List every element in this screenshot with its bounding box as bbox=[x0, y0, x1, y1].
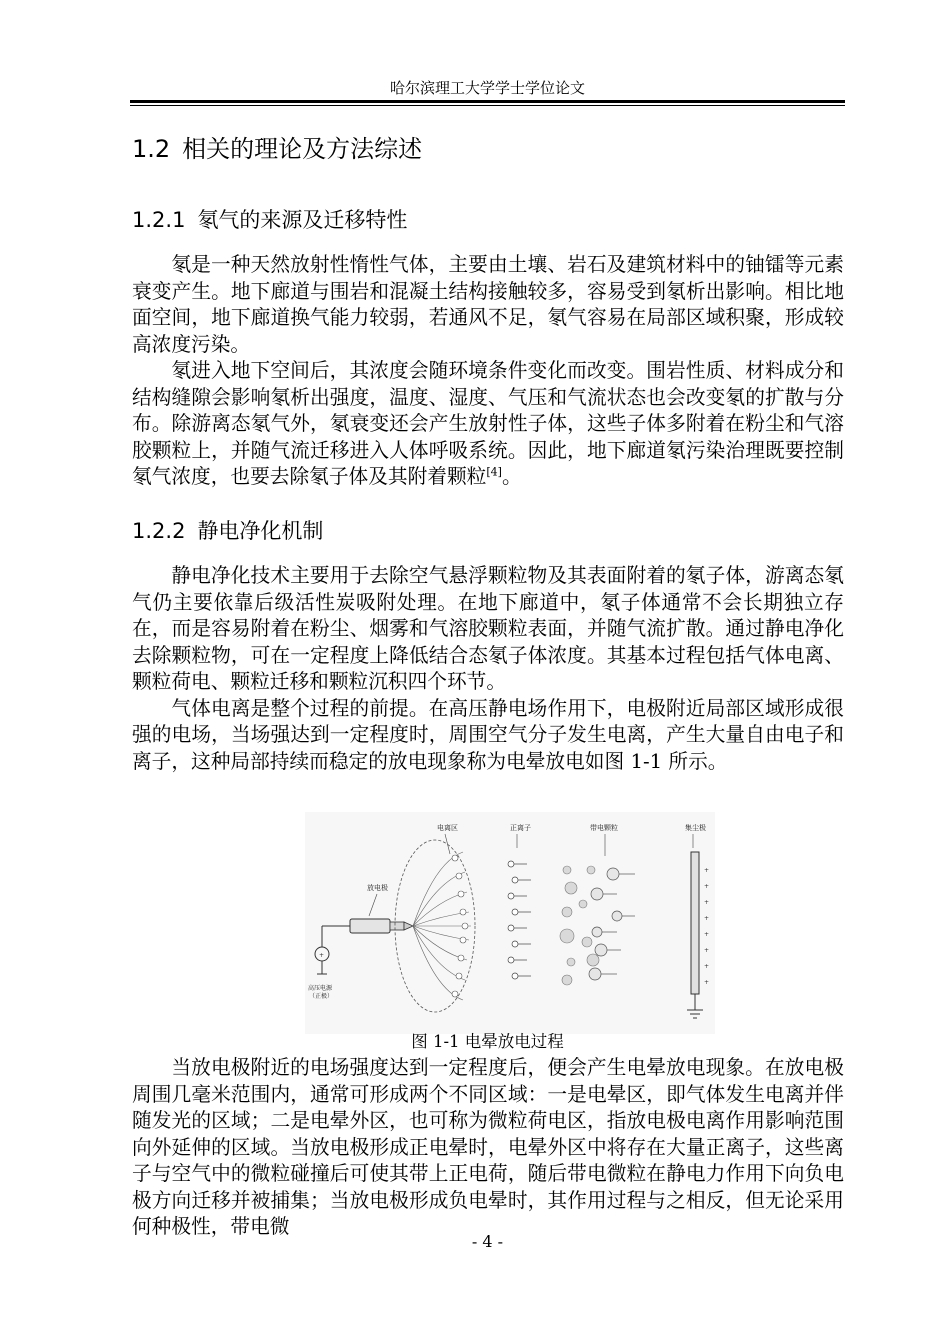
header-rule-thick bbox=[130, 100, 845, 103]
subsection-title: 氡气的来源及迁移特性 bbox=[197, 208, 408, 232]
citation-ref: [4] bbox=[486, 465, 502, 479]
svg-text:+: + bbox=[704, 899, 710, 906]
subsection1-body bbox=[132, 252, 844, 491]
subsection-heading-1 bbox=[132, 205, 407, 235]
figure-caption: 图 1-1 电晕放电过程 bbox=[411, 1032, 564, 1051]
paragraph: 静电净化技术主要用于去除空气悬浮颗粒物及其表面附着的氡子体，游离态氡气仍主要依靠后级活性炭吸附处理。在地下廊道中，氡子体通常不会长期独立存在，而是容易附着在粉尘、烟雾和气溶胶颗粒表面，并随气流扩散。通过静电净化去除颗粒物，可在一定程度上降低结合态氡子体浓度。其基本过程包括气体电离、颗粒荷电、颗粒迁移和颗粒沉积四个环节。 bbox=[132, 564, 844, 693]
subsection-number: 1.2.1 bbox=[132, 208, 186, 232]
subsection-number: 1.2.2 bbox=[132, 519, 186, 543]
paragraph-end: 。 bbox=[501, 465, 522, 488]
label-positive-ions: 正离子 bbox=[510, 824, 531, 832]
section-heading bbox=[132, 132, 422, 166]
svg-text:+: + bbox=[704, 867, 710, 874]
corona-diagram bbox=[305, 812, 715, 1034]
subsection-heading-2 bbox=[132, 516, 323, 546]
label-charged-particles: 带电颗粒 bbox=[590, 824, 618, 832]
svg-text:+: + bbox=[319, 952, 325, 959]
label-discharge-electrode: 放电极 bbox=[367, 884, 388, 892]
paragraph: 氡是一种天然放射性惰性气体，主要由土壤、岩石及建筑材料中的铀镭等元素衰变产生。地下廊道与围岩和混凝土结构接触较多，容易受到氡析出影响。相比地面空间，地下廊道换气能力较弱，若通风不足，氡气容易在局部区域积聚，形成较高浓度污染。 bbox=[132, 253, 844, 356]
running-header: 哈尔滨理工大学学士学位论文 bbox=[389, 79, 585, 97]
svg-text:+: + bbox=[704, 963, 710, 970]
section-title: 相关的理论及方法综述 bbox=[182, 135, 423, 163]
paragraph-text: 氡进入地下空间后，其浓度会随环境条件变化而改变。围岩性质、材料成分和结构缝隙会影响氡析出强度，温度、湿度、气压和气流状态也会改变氡的扩散与分布。除游离态氡气外，氡衰变还会产生放射性子体，这些子体多附着在粉尘和气溶胶颗粒上，并随气流迁移进入人体呼吸系统。因此，地下廊道氡污染治理既要控制氡气浓度，也要去除氡子体及其附着颗粒 bbox=[132, 359, 844, 488]
header-rule-thin bbox=[130, 105, 845, 106]
label-power-supply: 高压电源 bbox=[308, 985, 333, 992]
corona-discharge-figure bbox=[305, 812, 715, 1034]
paragraph bbox=[132, 358, 844, 491]
svg-text:+: + bbox=[704, 931, 710, 938]
paragraph: 当放电极附近的电场强度达到一定程度后，便会产生电晕放电现象。在放电极周围几毫米范围内，通常可形成两个不同区域：一是电晕区，即气体发生电离并伴随发光的区域；二是电晕外区，也可称为微粒荷电区，指放电极电离作用影响范围向外延伸的区域。当放电极形成正电晕时，电晕外区中将存在大量正离子，这些离子与空气中的微粒碰撞后可使其带上正电荷，随后带电微粒在静电力作用下向负电极方向迁移并被捕集；当放电极形成负电晕时，其作用过程与之相反，但无论采用何种极性，带电微 bbox=[132, 1056, 844, 1238]
page-number: - 4 - bbox=[471, 1232, 504, 1251]
label-power-polarity: （正极） bbox=[309, 993, 334, 1000]
subsection2-body-continued bbox=[132, 1055, 844, 1241]
section-number: 1.2 bbox=[132, 135, 171, 163]
svg-text:+: + bbox=[704, 947, 710, 954]
svg-text:+: + bbox=[704, 883, 710, 890]
svg-text:+: + bbox=[704, 979, 710, 986]
subsection-title: 静电净化机制 bbox=[197, 519, 324, 543]
svg-text:+: + bbox=[704, 915, 710, 922]
label-collector: 集尘极 bbox=[685, 824, 706, 832]
subsection2-body bbox=[132, 563, 844, 775]
label-ionization-zone: 电离区 bbox=[437, 824, 458, 832]
paragraph: 气体电离是整个过程的前提。在高压静电场作用下，电极附近局部区域形成很强的电场，当场强达到一定程度时，周围空气分子发生电离，产生大量自由电子和离子，这种局部持续而稳定的放电现象称为电晕放电如图 1-1 所示。 bbox=[132, 696, 844, 773]
